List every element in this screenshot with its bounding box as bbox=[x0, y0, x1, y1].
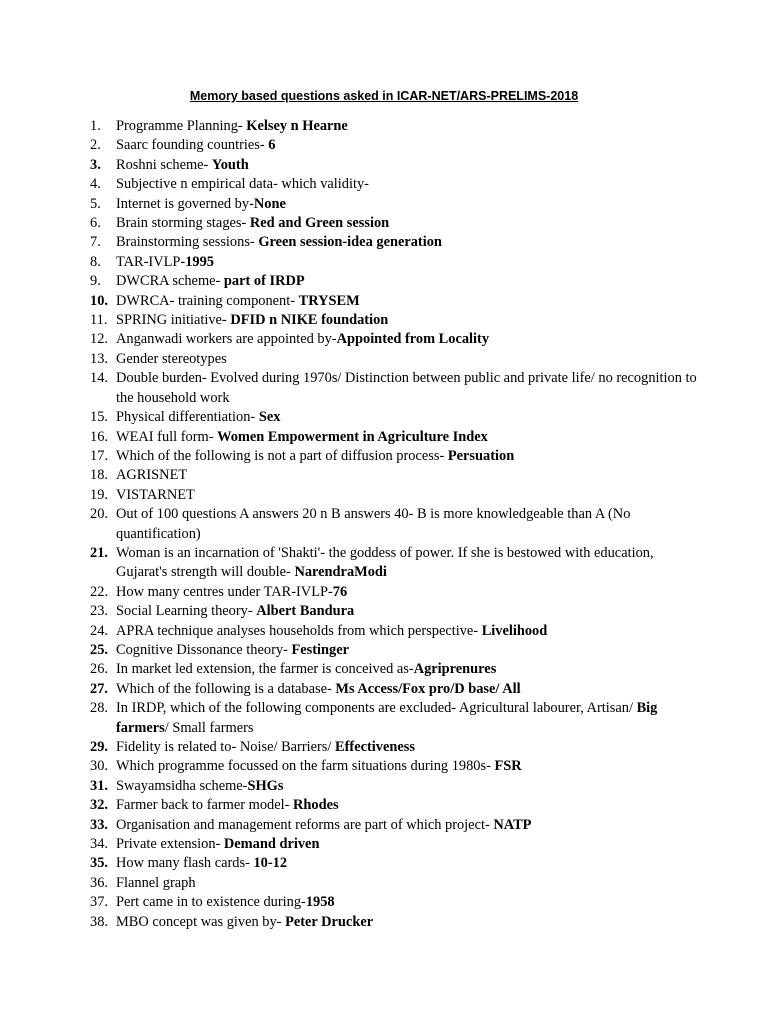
question-item bbox=[0, 622, 700, 641]
question-text: Cognitive Dissonance theory- bbox=[116, 641, 292, 658]
question-text: DWCRA scheme- bbox=[116, 273, 224, 290]
question-item bbox=[0, 544, 700, 583]
question-number: 6. bbox=[90, 215, 101, 232]
question-item bbox=[0, 699, 700, 738]
question-text: Which of the following is not a part of diffusion process- bbox=[116, 447, 448, 464]
question-number: 35. bbox=[90, 855, 108, 872]
question-item bbox=[0, 583, 700, 602]
question-text: Roshni scheme- bbox=[116, 156, 212, 173]
question-text: WEAI full form- bbox=[116, 428, 218, 445]
question-item bbox=[0, 292, 700, 311]
question-number: 7. bbox=[90, 234, 101, 251]
question-number: 28. bbox=[90, 700, 108, 717]
question-number: 4. bbox=[90, 176, 101, 193]
question-number: 19. bbox=[90, 486, 108, 503]
answer-text: 1958 bbox=[305, 894, 335, 911]
question-item bbox=[0, 408, 700, 427]
question-item bbox=[0, 660, 700, 679]
question-text: Pert came in to existence during- bbox=[116, 894, 306, 911]
question-number: 12. bbox=[90, 331, 108, 348]
question-text: Gender stereotypes bbox=[116, 350, 227, 367]
question-number: 13. bbox=[90, 350, 108, 367]
question-number: 22. bbox=[90, 583, 108, 600]
question-item bbox=[0, 428, 700, 447]
answer-text: Livelihood bbox=[481, 622, 548, 639]
answer-text: 10-12 bbox=[253, 855, 288, 872]
question-item bbox=[0, 680, 700, 699]
question-item bbox=[0, 602, 700, 621]
question-text: Woman is an incarnation of 'Shakti'- the goddess of power. If she is bestowed with education, Gujarat's strength will double- bbox=[116, 544, 654, 581]
question-number: 38. bbox=[90, 913, 108, 930]
question-item bbox=[0, 156, 700, 175]
answer-text: Festinger bbox=[291, 641, 349, 658]
question-item bbox=[0, 195, 700, 214]
question-number: 30. bbox=[90, 758, 108, 775]
question-number: 37. bbox=[90, 894, 108, 911]
question-item bbox=[0, 505, 700, 544]
question-number: 34. bbox=[90, 836, 108, 853]
question-item bbox=[0, 175, 700, 194]
answer-text: 76 bbox=[332, 583, 348, 600]
question-text: Brain storming stages- bbox=[116, 215, 250, 232]
question-number: 15. bbox=[90, 409, 108, 426]
question-text: Swayamsidha scheme- bbox=[116, 777, 248, 794]
question-item bbox=[0, 369, 700, 408]
question-number: 9. bbox=[90, 273, 101, 290]
answer-text: TRYSEM bbox=[298, 292, 360, 309]
question-number: 14. bbox=[90, 370, 108, 387]
question-item bbox=[0, 117, 700, 136]
question-text: Anganwadi workers are appointed by- bbox=[116, 331, 337, 348]
answer-text: Youth bbox=[211, 156, 249, 173]
question-text: Brainstorming sessions- bbox=[116, 234, 259, 251]
question-number: 25. bbox=[90, 641, 108, 658]
answer-text: SHGs bbox=[247, 777, 284, 794]
question-text: How many flash cards- bbox=[116, 855, 254, 872]
question-number: 29. bbox=[90, 739, 108, 755]
answer-text: Green session-idea generation bbox=[258, 234, 442, 251]
question-item bbox=[0, 913, 700, 932]
question-text: Internet is governed by- bbox=[116, 195, 254, 212]
question-item bbox=[0, 641, 700, 660]
answer-text: Effectiveness bbox=[335, 739, 415, 755]
question-item bbox=[0, 350, 700, 369]
question-item bbox=[0, 757, 700, 776]
question-text: Saarc founding countries- bbox=[116, 137, 269, 154]
answer-text: Kelsey n Hearne bbox=[246, 118, 348, 134]
question-text: MBO concept was given by- bbox=[116, 913, 286, 930]
question-text: AGRISNET bbox=[116, 467, 188, 484]
question-text: How many centres under TAR-IVLP- bbox=[116, 583, 333, 600]
answer-text: DFID n NIKE foundation bbox=[230, 312, 389, 329]
question-text: VISTARNET bbox=[116, 486, 195, 503]
question-number: 20. bbox=[90, 506, 108, 523]
question-number: 26. bbox=[90, 661, 108, 678]
question-text: Social Learning theory- bbox=[116, 603, 257, 620]
question-text: Private extension- bbox=[116, 836, 224, 853]
answer-text: Agriprenures bbox=[413, 661, 497, 678]
question-item bbox=[0, 835, 700, 854]
answer-text: part of IRDP bbox=[223, 273, 305, 290]
answer-text: 1995 bbox=[185, 253, 214, 270]
answer-text: Big farmers bbox=[116, 700, 658, 736]
question-item bbox=[0, 311, 700, 330]
question-text: Organisation and management reforms are part of which project- bbox=[116, 816, 494, 833]
question-text: Subjective n empirical data- which validity- bbox=[116, 176, 369, 193]
answer-text: 6 bbox=[268, 137, 276, 154]
question-number: 8. bbox=[90, 253, 101, 270]
answer-text: None bbox=[253, 195, 286, 212]
question-number: 3. bbox=[90, 156, 101, 173]
question-number: 36. bbox=[90, 874, 108, 891]
question-number: 32. bbox=[90, 797, 108, 814]
question-number: 23. bbox=[90, 603, 108, 620]
question-text: Farmer back to farmer model- bbox=[116, 797, 294, 814]
answer-text: Sex bbox=[258, 409, 281, 426]
question-number: 18. bbox=[90, 467, 108, 484]
answer-text: Persuation bbox=[447, 447, 515, 464]
question-text: In market led extension, the farmer is conceived as- bbox=[116, 661, 414, 678]
question-text: Physical differentiation- bbox=[116, 409, 259, 426]
answer-text: Peter Drucker bbox=[285, 913, 374, 930]
question-number: 31. bbox=[90, 777, 108, 794]
question-item bbox=[0, 253, 700, 272]
question-text: Double burden- Evolved during 1970s/ Distinction between public and private life/ no recognition to the household work bbox=[116, 370, 697, 406]
question-item bbox=[0, 330, 700, 349]
question-text: Which programme focussed on the farm situations during 1980s- bbox=[116, 758, 495, 775]
question-text: SPRING initiative- bbox=[116, 312, 231, 329]
question-number: 16. bbox=[90, 428, 108, 445]
answer-text: Red and Green session bbox=[249, 215, 390, 232]
question-number: 24. bbox=[90, 622, 108, 639]
question-number: 21. bbox=[90, 544, 108, 561]
question-item bbox=[0, 893, 700, 912]
question-list bbox=[0, 117, 700, 932]
answer-text: Appointed from Locality bbox=[336, 331, 490, 348]
question-text: DWRCA- training component- bbox=[116, 292, 299, 309]
question-number: 17. bbox=[90, 447, 108, 464]
answer-text: NATP bbox=[493, 816, 532, 833]
question-text: Which of the following is a database- bbox=[116, 680, 336, 697]
question-text: Flannel graph bbox=[116, 874, 196, 891]
question-item bbox=[0, 486, 700, 505]
answer-text: Women Empowerment in Agriculture Index bbox=[217, 428, 488, 445]
question-item bbox=[0, 447, 700, 466]
question-item bbox=[0, 816, 700, 835]
question-number: 1. bbox=[90, 118, 101, 134]
question-number: 5. bbox=[90, 195, 101, 212]
question-item bbox=[0, 796, 700, 815]
answer-text: Ms Access/Fox pro/D base/ All bbox=[335, 680, 521, 697]
question-item bbox=[0, 874, 700, 893]
question-item bbox=[0, 214, 700, 233]
question-text: Programme Planning- bbox=[116, 118, 247, 134]
question-number: 33. bbox=[90, 816, 108, 833]
document-title: Memory based questions asked in ICAR-NET/ARS-PRELIMS-2018 bbox=[189, 89, 579, 103]
answer-text: Albert Bandura bbox=[256, 603, 355, 620]
question-item bbox=[0, 466, 700, 485]
question-number: 10. bbox=[90, 292, 108, 309]
question-item bbox=[0, 272, 700, 291]
question-text: TAR-IVLP- bbox=[116, 253, 186, 270]
answer-text: Demand driven bbox=[223, 836, 320, 853]
question-item bbox=[0, 136, 700, 155]
question-number: 2. bbox=[90, 137, 101, 154]
question-text: In IRDP, which of the following components are excluded- Agricultural labourer, Artisan/ bbox=[116, 700, 637, 717]
answer-text: NarendraModi bbox=[294, 564, 387, 581]
question-item bbox=[0, 777, 700, 796]
answer-text: Rhodes bbox=[293, 797, 339, 814]
question-tail-text: / Small farmers bbox=[164, 719, 254, 736]
question-number: 11. bbox=[90, 312, 108, 329]
question-text: APRA technique analyses households from which perspective- bbox=[116, 622, 482, 639]
question-number: 27. bbox=[90, 680, 108, 697]
question-item bbox=[0, 233, 700, 252]
question-item bbox=[0, 738, 700, 757]
question-text: Fidelity is related to- Noise/ Barriers/ bbox=[116, 739, 336, 755]
question-text: Out of 100 questions A answers 20 n B answers 40- B is more knowledgeable than A (No quantification) bbox=[116, 506, 631, 542]
question-item bbox=[0, 854, 700, 873]
answer-text: FSR bbox=[494, 758, 522, 775]
